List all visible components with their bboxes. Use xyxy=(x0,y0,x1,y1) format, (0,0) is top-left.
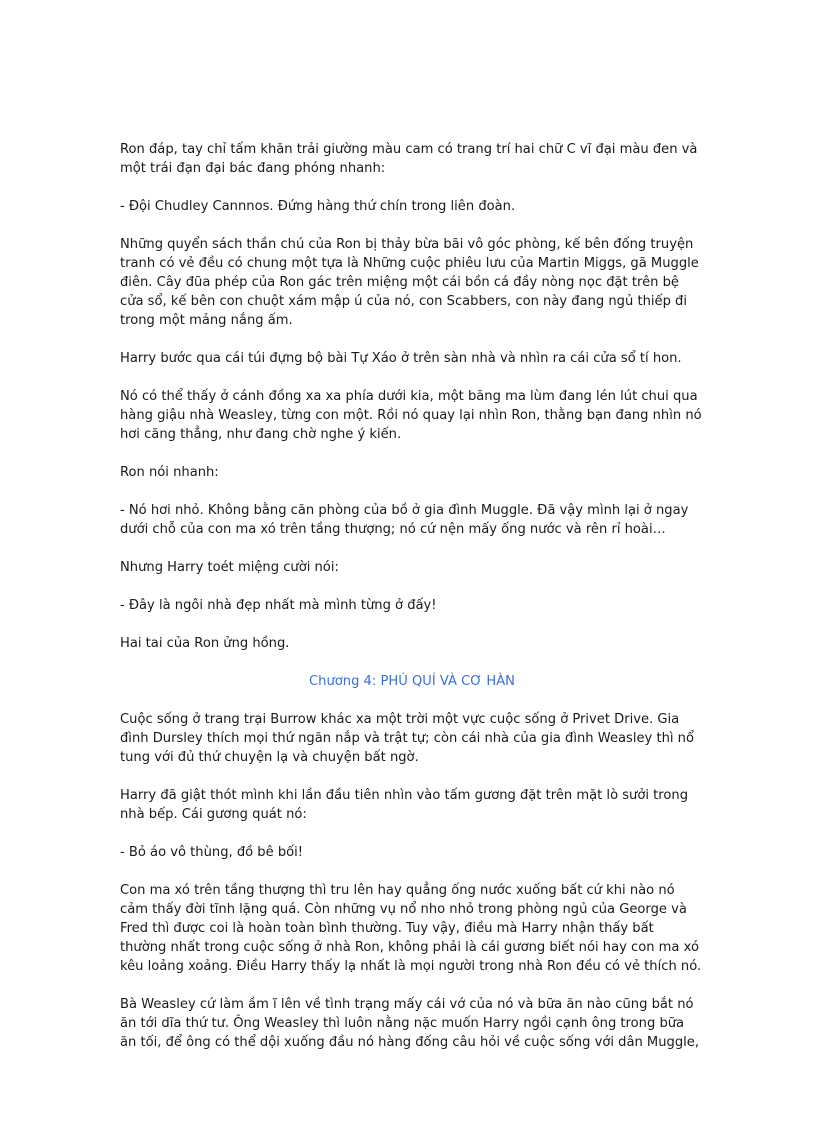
paragraph: - Nó hơi nhỏ. Không bằng căn phòng của bồ ở gia đình Muggle. Đã vậy mình lại ở ngay dưới chỗ của con ma xó trên tầng thượng; nó cứ nện mấy ống nước và rên rỉ hoài… xyxy=(120,503,689,537)
chapter-heading: Chương 4: PHÚ QUÍ VÀ CƠ HÀN xyxy=(309,674,515,689)
paragraph: Nhưng Harry toét miệng cười nói: xyxy=(120,560,339,575)
paragraph: Bà Weasley cứ làm ầm ĩ lên về tình trạng mấy cái vớ của nó và bữa ăn nào cũng bắt nó ăn tới dĩa thứ tư. Ông Weasley thì luôn nằng nặc muốn Harry ngồi cạnh ông trong bữa ăn tối, để ông có thể dội xuống đầu nó hàng đống câu hỏi về cuộc sống với dân Muggle, xyxy=(120,997,700,1050)
paragraph: Nó có thể thấy ở cánh đồng xa xa phía dưới kia, một băng ma lùm đang lén lút chui qua hàng giậu nhà Weasley, từng con một. Rồi nó quay lại nhìn Ron, thằng bạn đang nhìn nó hơi căng thẳng, như đang chờ nghe ý kiến. xyxy=(120,389,702,442)
page-body xyxy=(120,140,704,1071)
paragraph: Những quyển sách thần chú của Ron bị thảy bừa bãi vô góc phòng, kế bên đống truyện tranh có vẻ đều có chung một tựa là Những cuộc phiêu lưu của Martin Miggs, gã Muggle điên. Cây đũa phép của Ron gác trên miệng một cái bồn cá đầy nòng nọc đặt trên bệ cửa sổ, kế bên con chuột xám mập ú của nó, con Scabbers, con này đang ngủ thiếp đi trong một mảng nắng ấm. xyxy=(120,237,699,328)
paragraph: Hai tai của Ron ửng hồng. xyxy=(120,636,290,651)
paragraph: - Đội Chudley Cannnos. Đứng hàng thứ chín trong liên đoàn. xyxy=(120,199,516,214)
paragraph: - Bỏ áo vô thùng, đồ bê bối! xyxy=(120,845,304,860)
paragraph: Harry đã giật thót mình khi lần đầu tiên nhìn vào tấm gương đặt trên mặt lò sưởi trong nhà bếp. Cái gương quát nó: xyxy=(120,788,689,822)
paragraph: - Đây là ngôi nhà đẹp nhất mà mình từng ở đấy! xyxy=(120,598,437,613)
paragraph: Ron đáp, tay chỉ tấm khăn trải giường màu cam có trang trí hai chữ C vĩ đại màu đen và một trái đạn đại bác đang phóng nhanh: xyxy=(120,142,698,176)
paragraph: Cuộc sống ở trang trại Burrow khác xa một trời một vực cuộc sống ở Privet Drive. Gia đình Dursley thích mọi thứ ngăn nắp và trật tự; còn cái nhà của gia đình Weasley thì nổ tung với đủ thứ chuyện lạ và chuyện bất ngờ. xyxy=(120,712,694,765)
paragraph: Con ma xó trên tầng thượng thì tru lên hay quẳng ống nước xuống bất cứ khi nào nó cảm thấy đời tĩnh lặng quá. Còn những vụ nổ nho nhỏ trong phòng ngủ của George và Fred thì được coi là hoàn toàn bình thường. Tuy vậy, điều mà Harry nhận thấy bất thường nhất trong cuộc sống ở nhà Ron, không phải là cái gương biết nói hay con ma xó kêu loảng xoảng. Điều Harry thấy lạ nhất là mọi người trong nhà Ron đều có vẻ thích nó. xyxy=(120,883,702,974)
paragraph: Harry bước qua cái túi đựng bộ bài Tự Xáo ở trên sàn nhà và nhìn ra cái cửa sổ tí hon. xyxy=(120,351,682,366)
paragraph: Ron nói nhanh: xyxy=(120,465,219,480)
